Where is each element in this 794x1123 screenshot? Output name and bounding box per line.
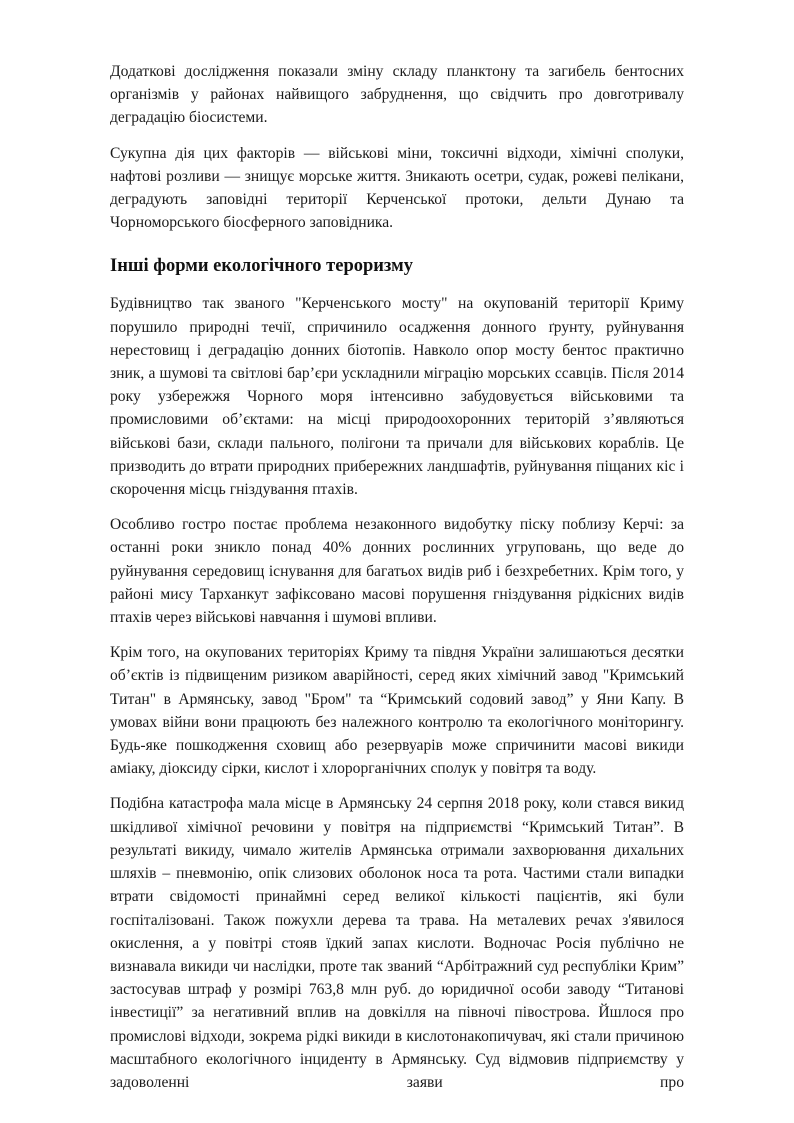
section-heading: Інші форми екологічного тероризму — [110, 256, 413, 277]
paragraph-sand-mining: Особливо гостро постає проблема незаконного видобутку піску поблизу Керчі: за останні роки зникло понад 40% донних рослинних угруповань, що веде до руйнування середовищ існування для багатьох видів риб і безхребетних. Крім того, у районі мису Тарханкут зафіксовано масові порушення гніздування рідкісних видів птахів через військові навчання і шумові впливи. — [110, 516, 684, 627]
paragraph-armyansk-catastrophe: Подібна катастрофа мала місце в Армянську 24 серпня 2018 року, коли стався викид шкідливої хімічної речовини у повітря на підприємстві “Кримський Титан”. В результаті викиду, чимало жителів Армянська отримали захворювання дихальних шляхів – пневмонію, опік слизових оболонок носа та рота. Частими стали випадки втрати свідомості принаймні серед великої кількості пацієнтів, які були госпіталізовані. Також пожухли дерева та трава. На металевих речах з'явилося окислення, а у повітрі стояв їдкий запах кислоти. Водночас Росія публічно не визнавала викиди чи наслідки, проте так званий “Арбітражний суд республіки Крим” застосував штраф у розмірі 763,8 млн руб. до юридичної особи заводу “Титанові інвестиції” за негативний вплив на довкілля на півночі півострова. Йшлося про промислові відходи, зокрема рідкі викиди в кислотонакопичувач, які стали причиною масштабного екологічного інциденту в Армянську. Суд відмовив підприємству у задоволенні заяви про — [110, 795, 684, 1091]
paragraph-kerch-bridge: Будівництво так званого "Керченського мосту" на окупованій території Криму порушило природні течії, спричинило осадження донного ґрунту, руйнування нерестовищ і деградацію донних біотопів. Навколо опор мосту бентос практично зник, а шумові та світлові бар’єри ускладнили міграцію морських ссавців. Після 2014 року узбережжя Чорного моря інтенсивно забудовується військовими та промисловими об’єктами: на місці природоохоронних територій з’являються військові бази, склади пального, полігони та причали для військових кораблів. Це призводить до втрати природних прибережних ландшафтів, руйнування піщаних кіс і скорочення місць гніздування птахів. — [110, 295, 684, 499]
paragraph-hazardous-facilities: Крім того, на окупованих територіях Криму та півдня України залишаються десятки об’єктів із підвищеним ризиком аварійності, серед яких хімічний завод "Кримський Титан" в Армянську, завод "Бром" та “Кримський содовий завод” у Яни Капу. В умовах війни вони працюють без належного контролю та екологічного моніторингу. Будь-яке пошкодження сховищ або резервуарів може спричинити масові викиди аміаку, діоксиду сірки, кислот і хлорорганічних сполук у повітря та воду. — [110, 644, 684, 778]
paragraph-plankton-study: Додаткові дослідження показали зміну складу планктону та загибель бентосних організмів у районах найвищого забруднення, що свідчить про довготривалу деградацію біосистеми. — [110, 63, 684, 127]
paragraph-combined-factors: Сукупна дія цих факторів — військові міни, токсичні відходи, хімічні сполуки, нафтові розливи — знищує морське життя. Зникають осетри, судак, рожеві пелікани, деградують заповідні території Керченської протоки, дельти Дунаю та Чорноморського біосферного заповідника. — [110, 144, 684, 232]
document-page — [110, 60, 684, 1106]
